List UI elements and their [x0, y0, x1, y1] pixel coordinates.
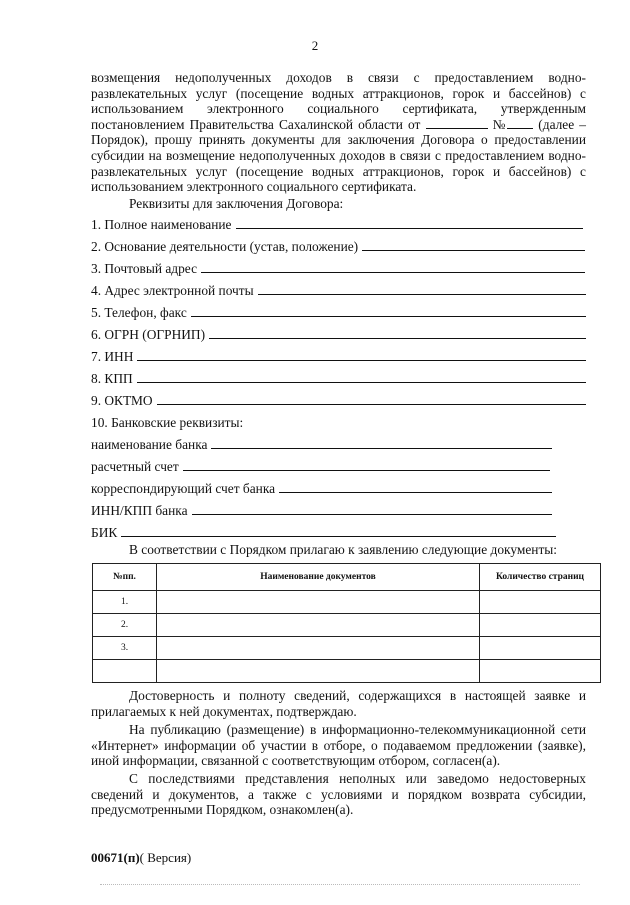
page-number: 2 — [311, 38, 319, 53]
field-label: 4. Адрес электронной почты — [91, 283, 254, 298]
row-doc-name[interactable] — [157, 614, 480, 637]
table-row — [93, 591, 601, 614]
field-bank-inn-kpp[interactable] — [91, 502, 552, 518]
header-number: №пп. — [93, 564, 157, 591]
footer-mark — [91, 850, 191, 866]
row-page-count[interactable] — [480, 660, 601, 683]
row-page-count[interactable] — [480, 591, 601, 614]
header-page-count: Количество страниц — [480, 564, 601, 591]
field-line[interactable] — [236, 228, 584, 229]
bank-heading-label: 10. Банковские реквизиты: — [91, 415, 244, 430]
field-line[interactable] — [157, 404, 586, 405]
field-postal-address[interactable] — [91, 260, 585, 276]
row-page-count[interactable] — [480, 637, 601, 660]
table-row — [93, 637, 601, 660]
field-line[interactable] — [183, 470, 550, 471]
field-label: расчетный счет — [91, 459, 179, 474]
field-line[interactable] — [192, 514, 552, 515]
intro-paragraph — [91, 70, 586, 195]
publication-paragraph: На публикацию (размещение) в информационно-телекоммуникационной сети «Интернет» информации об участии в отборе, о подаваемом предложении (заявке), иной информации, связанной с соответствующим отбором, согласен(а). — [91, 722, 586, 769]
number-sign: № — [492, 116, 508, 132]
field-line[interactable] — [279, 492, 552, 493]
field-label: 2. Основание деятельности (устав, положение) — [91, 239, 359, 254]
field-bank-name[interactable] — [91, 436, 552, 452]
row-number — [93, 660, 157, 683]
table-row — [93, 660, 601, 683]
field-label: 6. ОГРН (ОГРНИП) — [91, 327, 206, 342]
field-full-name[interactable] — [91, 216, 583, 232]
number-blank[interactable] — [507, 117, 533, 129]
row-doc-name[interactable] — [157, 660, 480, 683]
field-ogrn[interactable] — [91, 326, 586, 342]
field-line[interactable] — [209, 338, 586, 339]
field-correspondent-account[interactable] — [91, 480, 552, 496]
header-doc-name: Наименование документов — [157, 564, 480, 591]
field-label: ИНН/КПП банка — [91, 503, 188, 518]
field-label: корреспондирующий счет банка — [91, 481, 276, 496]
field-line[interactable] — [201, 272, 585, 273]
field-line[interactable] — [258, 294, 586, 295]
row-doc-name[interactable] — [157, 591, 480, 614]
field-line[interactable] — [121, 536, 556, 537]
bank-heading — [91, 414, 586, 430]
field-oktmo[interactable] — [91, 392, 586, 408]
field-line[interactable] — [137, 360, 586, 361]
row-number: 1. — [93, 591, 157, 614]
table-row — [93, 614, 601, 637]
row-doc-name[interactable] — [157, 637, 480, 660]
field-label: 1. Полное наименование — [91, 217, 232, 232]
scan-artifact-line — [100, 884, 580, 889]
confirm-paragraph: Достоверность и полноту сведений, содержащихся в настоящей заявке и прилагаемых к ней документах, подтверждаю. — [91, 688, 586, 719]
intro-text-before: возмещения недополученных доходов в связи с предоставлением водно-развлекательных услуг (посещение водных аттракционов, горок и бассейнов) с использованием электронного социального сертификата, утвержденным постановлением Правительства Сахалинской области от — [91, 70, 586, 132]
field-inn[interactable] — [91, 348, 586, 364]
field-label: 5. Телефон, факс — [91, 305, 187, 320]
table-header-row — [93, 564, 601, 591]
documents-table — [92, 563, 601, 683]
date-blank[interactable] — [426, 117, 488, 129]
field-line[interactable] — [211, 448, 552, 449]
field-line[interactable] — [137, 382, 586, 383]
field-settlement-account[interactable] — [91, 458, 550, 474]
field-line[interactable] — [191, 316, 586, 317]
field-label: 9. ОКТМО — [91, 393, 153, 408]
field-label: 7. ИНН — [91, 349, 134, 364]
row-number: 3. — [93, 637, 157, 660]
footer-code: 00671(п) — [91, 850, 140, 865]
intro-text-after: (далее – Порядок), прошу принять документы для заключения Договора о предоставлении субсидии на возмещение недополученных доходов в связи с предоставлением водно-развлекательных услуг (посещение водных аттракционов, горок и бассейнов) с использованием электронного социального сертификата. — [91, 116, 587, 195]
field-label: 8. КПП — [91, 371, 133, 386]
consequences-paragraph: С последствиями представления неполных или заведомо недостоверных сведений и документов, а также с условиями и порядком возврата субсидии, предусмотренными Порядком, ознакомлен(а). — [91, 771, 586, 818]
field-label: 3. Почтовый адрес — [91, 261, 198, 276]
field-kpp[interactable] — [91, 370, 586, 386]
footer-version: ( Версия) — [139, 850, 192, 865]
row-page-count[interactable] — [480, 614, 601, 637]
requisites-heading: Реквизиты для заключения Договора: — [129, 196, 344, 211]
field-line[interactable] — [362, 250, 585, 251]
field-label: БИК — [91, 525, 118, 540]
field-basis[interactable] — [91, 238, 585, 254]
field-email[interactable] — [91, 282, 586, 298]
docs-intro: В соответствии с Порядком прилагаю к заявлению следующие документы: — [129, 542, 558, 557]
field-bik[interactable] — [91, 524, 556, 540]
field-label: наименование банка — [91, 437, 208, 452]
row-number: 2. — [93, 614, 157, 637]
field-phone-fax[interactable] — [91, 304, 586, 320]
